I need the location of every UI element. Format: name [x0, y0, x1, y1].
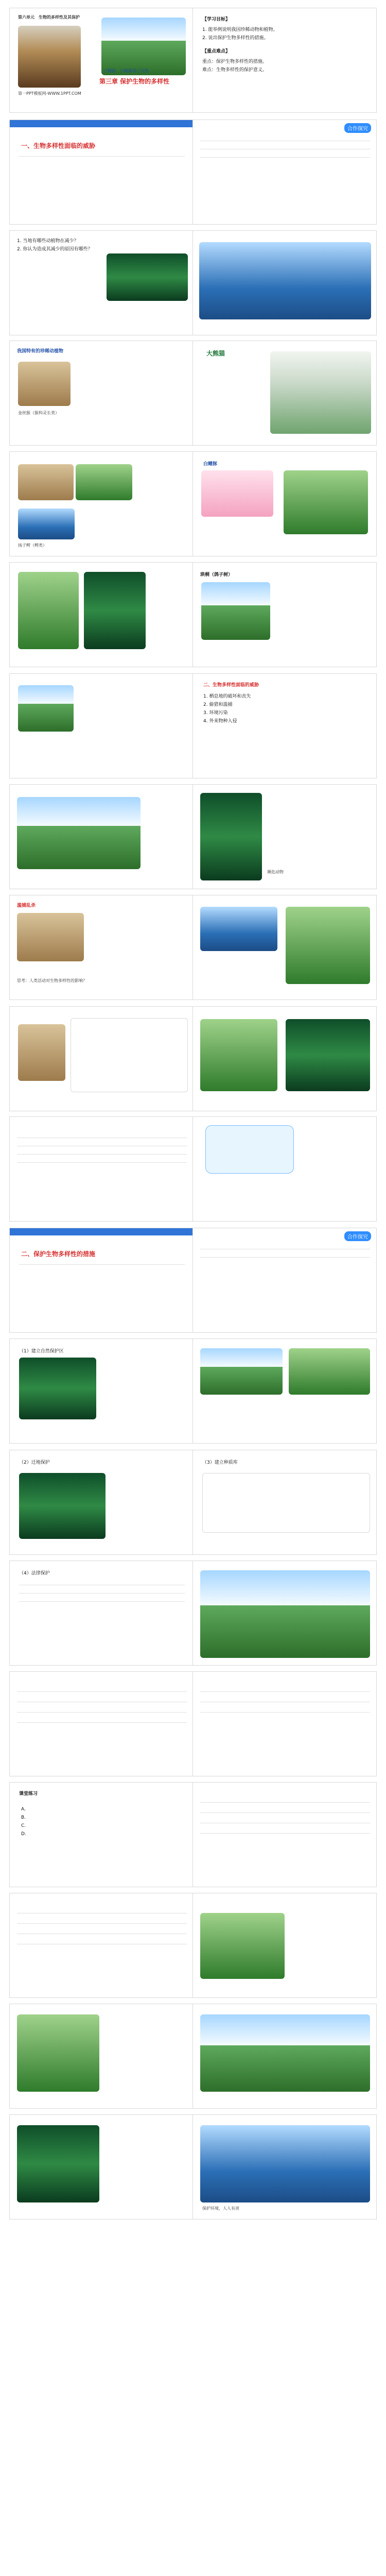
objective-1: 1. 能举例说明我国珍稀动物和植物。	[202, 27, 278, 32]
slide-end-1	[9, 2004, 194, 2109]
slide-quiz2	[192, 1782, 377, 1887]
divider-13	[19, 1593, 185, 1594]
threat-question-2: 2. 你认为造成其减少的原因有哪些？	[17, 247, 93, 252]
discussion-tag: 合作探究	[344, 123, 371, 133]
measure-2: （2）迁地保护	[19, 1460, 50, 1465]
habitat-photo	[200, 793, 262, 880]
slide-transfer	[9, 1450, 194, 1555]
divider-23	[200, 1812, 370, 1813]
quiz-option-d: D.	[21, 1832, 26, 1837]
divider-25	[200, 1833, 370, 1834]
slide-animals	[9, 451, 194, 556]
slide-measures	[9, 1338, 194, 1444]
city-photo	[17, 797, 141, 869]
cause-3: 3. 环境污染	[203, 710, 228, 716]
divider-11	[200, 1257, 370, 1258]
divider-14	[19, 1601, 185, 1602]
slide-species	[9, 341, 194, 446]
monkey-photo	[18, 362, 71, 406]
slide-law	[9, 1561, 194, 1666]
panda-photo	[270, 351, 371, 434]
bridge-photo	[200, 1570, 370, 1658]
dolphin-photo	[201, 470, 273, 517]
slide-section1	[9, 120, 194, 225]
species-label: 我国特有的珍稀动植物	[17, 349, 64, 354]
animal-photo-2	[76, 464, 132, 500]
slide-discussion2	[192, 1228, 377, 1333]
tree-photo-2	[84, 572, 146, 649]
divider-18	[17, 1722, 187, 1723]
slide-plants	[9, 562, 194, 667]
dovetree-photo	[201, 582, 270, 640]
focus-2: 难点：生物多样性的保护意义。	[202, 67, 268, 73]
measure-1: （1）建立自然保护区	[19, 1349, 64, 1354]
slide-discuss2	[9, 1116, 194, 1222]
divider-21	[200, 1712, 370, 1713]
divider-9	[19, 1264, 185, 1265]
end1-photo	[17, 2014, 99, 2092]
section2-label: 二、保护生物多样性的措施	[21, 1250, 96, 1258]
slide-threats	[9, 230, 194, 335]
animals-caption: 扬子鳄（鳄类）	[18, 543, 47, 548]
animal-photo-3	[18, 509, 75, 539]
divider-15	[17, 1691, 187, 1692]
slide-wetland	[192, 230, 377, 335]
divider-4	[200, 157, 370, 158]
divider	[19, 156, 185, 157]
end3-photo	[17, 2125, 99, 2202]
wild2-textbox	[71, 1018, 188, 1092]
nature-photo	[101, 18, 186, 75]
slide-causes	[192, 673, 377, 778]
landscape-photo	[18, 685, 74, 732]
slide-quiz3	[9, 1893, 194, 1998]
divider-17	[17, 1712, 187, 1713]
forest-photo	[107, 253, 188, 301]
title-site: 第一PPT模板网-WWW.1PPT.COM	[18, 91, 81, 96]
quiz-option-b: B.	[21, 1815, 26, 1820]
species-caption: 金丝猴（猴科灵长类）	[18, 411, 59, 415]
slide-city	[9, 784, 194, 889]
quiz-option-a: A.	[21, 1807, 26, 1812]
slide-end-3	[9, 2114, 194, 2219]
tree-photo-1	[18, 572, 79, 649]
end4-photo	[200, 2125, 370, 2202]
divider-27	[17, 1923, 187, 1924]
slide-landscape	[9, 673, 194, 778]
slide-objectives	[192, 8, 377, 113]
slide-habitat	[192, 784, 377, 889]
quiz-header: 课堂练习	[19, 1791, 38, 1797]
antelope-photo	[17, 913, 84, 961]
objectives-header: 【学习目标】	[202, 17, 231, 22]
discussion2-tag: 合作探究	[344, 1231, 371, 1241]
slide-end-4	[192, 2114, 377, 2219]
focus-1: 重点：保护生物多样性的措施。	[202, 59, 268, 64]
slide-rivers	[192, 895, 377, 1000]
end2-photo	[200, 2014, 370, 2092]
dolphin-label: 白鳍豚	[203, 462, 218, 467]
slide-title	[9, 8, 194, 113]
slide-matching	[9, 1671, 194, 1776]
dovetree-label: 珙桐（鸽子树）	[200, 572, 233, 578]
slide-wild	[9, 895, 194, 1000]
threat-question-1: 1. 当地有哪些动植物在减少？	[17, 239, 79, 244]
slide-panda	[192, 341, 377, 446]
slide-quiz4	[192, 1893, 377, 1998]
focus-header: 【重点难点】	[202, 49, 231, 54]
divider-19	[200, 1691, 370, 1692]
animal-photo-1	[18, 464, 74, 500]
slide-matching2	[192, 1671, 377, 1776]
habitat-caption: 濒危动物	[267, 870, 284, 874]
cause-2: 2. 偷猎和滥捕	[203, 702, 233, 707]
wild-question: 思考：人类活动对生物多样性的影响？	[17, 978, 87, 983]
slide-seedbank	[192, 1450, 377, 1555]
section1-bar	[10, 120, 193, 127]
title-chapter: 第三章 保护生物的多样性	[99, 78, 170, 85]
slide-section2	[9, 1228, 194, 1333]
measure-3: （3）建立种质库	[202, 1460, 238, 1465]
thought-bubble	[205, 1125, 294, 1174]
divider-22	[200, 1802, 370, 1803]
transfer-photo	[19, 1473, 106, 1539]
tiger-photo	[18, 26, 81, 88]
plants2-photo	[200, 1019, 277, 1091]
plant-photo	[284, 470, 368, 534]
quiz-option-c: C.	[21, 1823, 26, 1828]
reserve-photo-2	[200, 1348, 283, 1395]
slide-dovetree	[192, 562, 377, 667]
objective-2: 2. 说出保护生物多样性的措施。	[202, 36, 269, 41]
river-photo	[200, 907, 277, 951]
reserve-photo	[19, 1358, 96, 1419]
slide-thought	[192, 1116, 377, 1222]
panda-label: 大熊猫	[206, 350, 225, 357]
slide-dolphin	[192, 451, 377, 556]
quiz4-photo	[200, 1913, 285, 1979]
end-caption: 保护环境，人人有责	[202, 2206, 239, 2211]
grass-photo	[286, 907, 370, 984]
slide-bridge	[192, 1561, 377, 1666]
reserve-photo-3	[289, 1348, 370, 1395]
title-unit: 第六单元 生物的多样性及其保护	[18, 15, 80, 20]
slide-end-2	[192, 2004, 377, 2109]
slide-quiz	[9, 1782, 194, 1887]
slide-discussion	[192, 120, 377, 225]
wetland-photo	[199, 242, 371, 319]
slide-reserve	[192, 1338, 377, 1444]
cause-1: 1. 栖息地的破坏和丧失	[203, 694, 251, 699]
cause-4: 4. 外来物种入侵	[203, 719, 237, 724]
wild2-photo	[18, 1024, 65, 1081]
measure-4: （4）法律保护	[19, 1571, 50, 1576]
causes-header: 二、生物多样性面临的威胁	[203, 683, 259, 688]
divider-8	[17, 1162, 187, 1163]
slide-wild2	[9, 1006, 194, 1111]
divider-7	[17, 1154, 187, 1155]
slide-plants2	[192, 1006, 377, 1111]
section1-label: 一、生物多样性面临的威胁	[21, 142, 96, 149]
wild-label: 滥捕乱杀	[17, 903, 36, 908]
seedbank-box	[202, 1473, 370, 1533]
plants2-photo-2	[286, 1019, 370, 1091]
title-caption: 白鳍豚、白鳍豚等已灭绝	[103, 69, 149, 73]
section2-bar	[10, 1228, 193, 1235]
